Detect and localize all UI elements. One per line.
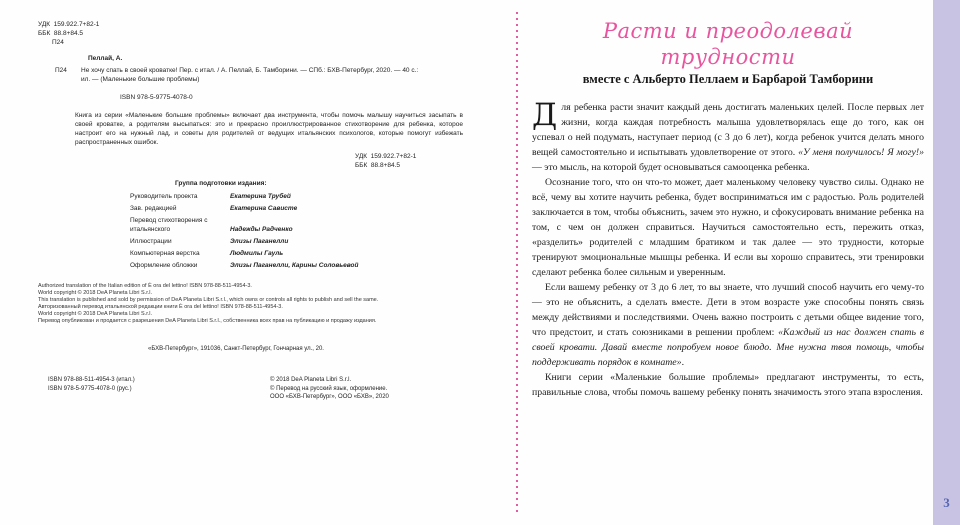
paragraph-segment: «Каждый из нас должен спать в своей кровати. Давай вместе попробуем новое блюдо. Мне нужна твоя помощь, чтобы поддерживать порядок в комнате» [532,327,924,368]
copyright-line-2: © Перевод на русский язык, оформление. [270,385,388,392]
paragraph-segment: . [681,357,685,368]
imprint-page [38,20,470,402]
legal-line: Authorized translation of the Italian edition of È ora del lettino! ISBN 978-88-511-4954-3. [38,283,252,289]
page-subtitle: вместе с Альберто Пеллаем и Барбарой Тамборини [582,72,874,86]
team-row [130,192,470,201]
isbn-list [48,376,270,402]
team-row [130,249,470,258]
catalog-entry-block [38,66,470,84]
catalog-entry-text: Не хочу спать в своей кроватке! Пер. с итал. / А. Пеллай, Б. Тамборини. — СПб.: БХВ-Петербург, 2020. — 40 с.: ил. — (Маленькие большие проблемы) [81,67,419,83]
paragraph-segment: Осознание того, что он что-то может, дает маленькому человеку чувство силы. Однако не всё, чему вы хотите научить ребенка, будет восприниматься им с радостью. Роль родителей заключается в том, чтобы объяснить, зачем это нужно, и сфокусировать внимание ребенка на том, с чем он должен справиться. Научиться самостоятельно есть, пережить отказ, «разделить» родителей с младшим братиком и так далее — это трудности, которые тренируют эмоциональные мышцы ребенка. И если вы хорошо справитесь, эти тренировки сделают ребенка более сильным и уверенным. [532,177,924,278]
imprint-bottom-row [38,376,470,402]
isbn-russian: ISBN 978-5-9775-4078-0 (рус.) [48,385,132,392]
team-name: Людмилы Гауль [230,250,284,257]
team-table [130,192,470,270]
book-annotation: Книга из серии «Маленькие большие проблемы» включает два инструмента, чтобы помочь малышу научиться засыпать в своей кроватке, а родителям высыпаться: это и прекрасно проиллюстрированное стихотворение для ребенка, которое настроит его на нужный лад, и советы для родителей от ведущих итальянских психологов, которые помогут избежать распространенных ошибок. [75,112,463,146]
legal-line: Перевод опубликован и продается с разрешения DeA Planeta Libri S.r.l., собственника всех прав на публикацию и продажу издания. [38,318,377,324]
intro-paragraph [532,280,924,370]
team-role: Зав. редакцией [130,205,177,212]
legal-line: This translation is published and sold by permission of DeA Planeta Libri S.r.l., which owns or controls all rights to publish and sell the same. [38,297,379,303]
paragraph-segment: ля ребенка расти значит каждый день достигать маленьких целей. После первых лет жизни, когда каждая потребность малыша удовлетворялась еще до того, как он успевал о ней подумать, наступает период (с 3 до 6 лет), когда ребенок учится делать много вещей самостоятельно и испытывать удовлетворение от этого. [532,102,924,158]
intro-paragraph [532,175,924,280]
team-row [130,216,470,234]
drop-cap: Д [532,97,558,133]
catalog-code: П24 [55,67,67,74]
intro-paragraphs [532,97,924,400]
team-role: Иллюстрации [130,238,172,245]
author-name: Пеллай, А. [88,55,123,62]
isbn-italian: ISBN 978-88-511-4954-3 (итал.) [48,377,135,383]
team-role: Перевод стихотворения с итальянского [130,217,208,233]
team-name: Элизы Паганелли [230,238,289,245]
classification-codes-mid [355,152,470,170]
paragraph-segment: — это мысль, на которой будет основываться самооценка ребенка. [532,162,810,173]
classification-codes-top [38,20,470,47]
legal-block [38,283,458,325]
udk-code: УДК 159.922.7+82-1 [38,21,100,28]
copyright-list [270,376,389,402]
team-row [130,237,470,246]
isbn-line: ISBN 978-5-9775-4078-0 [120,94,193,101]
copyright-line-3: ООО «БХВ-Петербург», ООО «БХВ», 2020 [270,394,389,400]
paragraph-segment: Книги серии «Маленькие большие проблемы» предлагают инструменты, то есть, правильные слова, чтобы помочь вашему ребенку понять значимость этого этапа взросления. [532,372,924,398]
team-row [130,204,470,213]
page-number: 3 [943,495,950,510]
p24-code: П24 [52,39,64,46]
paragraph-segment: «У меня получилось! Я могу!» [798,147,924,158]
intro-page [532,18,924,400]
team-role: Руководитель проекта [130,193,198,200]
intro-paragraph [532,370,924,400]
legal-line: World copyright © 2018 DeA Planeta Libri S.r.l. [38,311,153,317]
team-title: Группа подготовки издания: [175,180,267,187]
bbk-code: ББК 88.8+84.5 [38,30,84,37]
udk-code-mid: УДК 159.922.7+82-1 [355,153,417,160]
team-name: Екатерина Трубей [230,193,291,200]
page-edge-strip [933,0,960,525]
dotted-divider [516,12,518,513]
legal-line: Авторизованный перевод итальянской редакции книги È ora del lettino! ISBN 978-88-511-4954-3. [38,304,283,310]
team-name: Надежды Радченко [230,226,293,233]
page-title: Расти и преодолевай трудности [602,19,854,69]
paragraph-segment: Если вашему ребенку от 3 до 6 лет, то вы знаете, что лучший способ научить его чему-то — это не объяснить, а сделать вместе. Дети в этом возрасте уже способны понять связь между действиями и последствиями. Очень важно построить с детьми общее видение того, что предстоит, и стать союзниками в решении проблем: [532,282,924,338]
team-name: Екатерина Сависте [230,205,298,212]
bbk-code-mid: ББК 88.8+84.5 [355,162,401,169]
copyright-line-1: © 2018 DeA Planeta Libri S.r.l. [270,377,352,383]
team-name: Элизы Паганелли, Карины Соловьевой [230,262,359,269]
intro-paragraph [532,97,924,175]
publisher-address: «БХВ-Петербург», 191036, Санкт-Петербург, Гончарная ул., 20. [148,346,324,352]
team-role: Компьютерная верстка [130,250,200,257]
legal-line: World copyright © 2018 DeA Planeta Libri S.r.l. [38,290,153,296]
team-row [130,261,470,270]
team-role: Оформление обложки [130,262,198,269]
